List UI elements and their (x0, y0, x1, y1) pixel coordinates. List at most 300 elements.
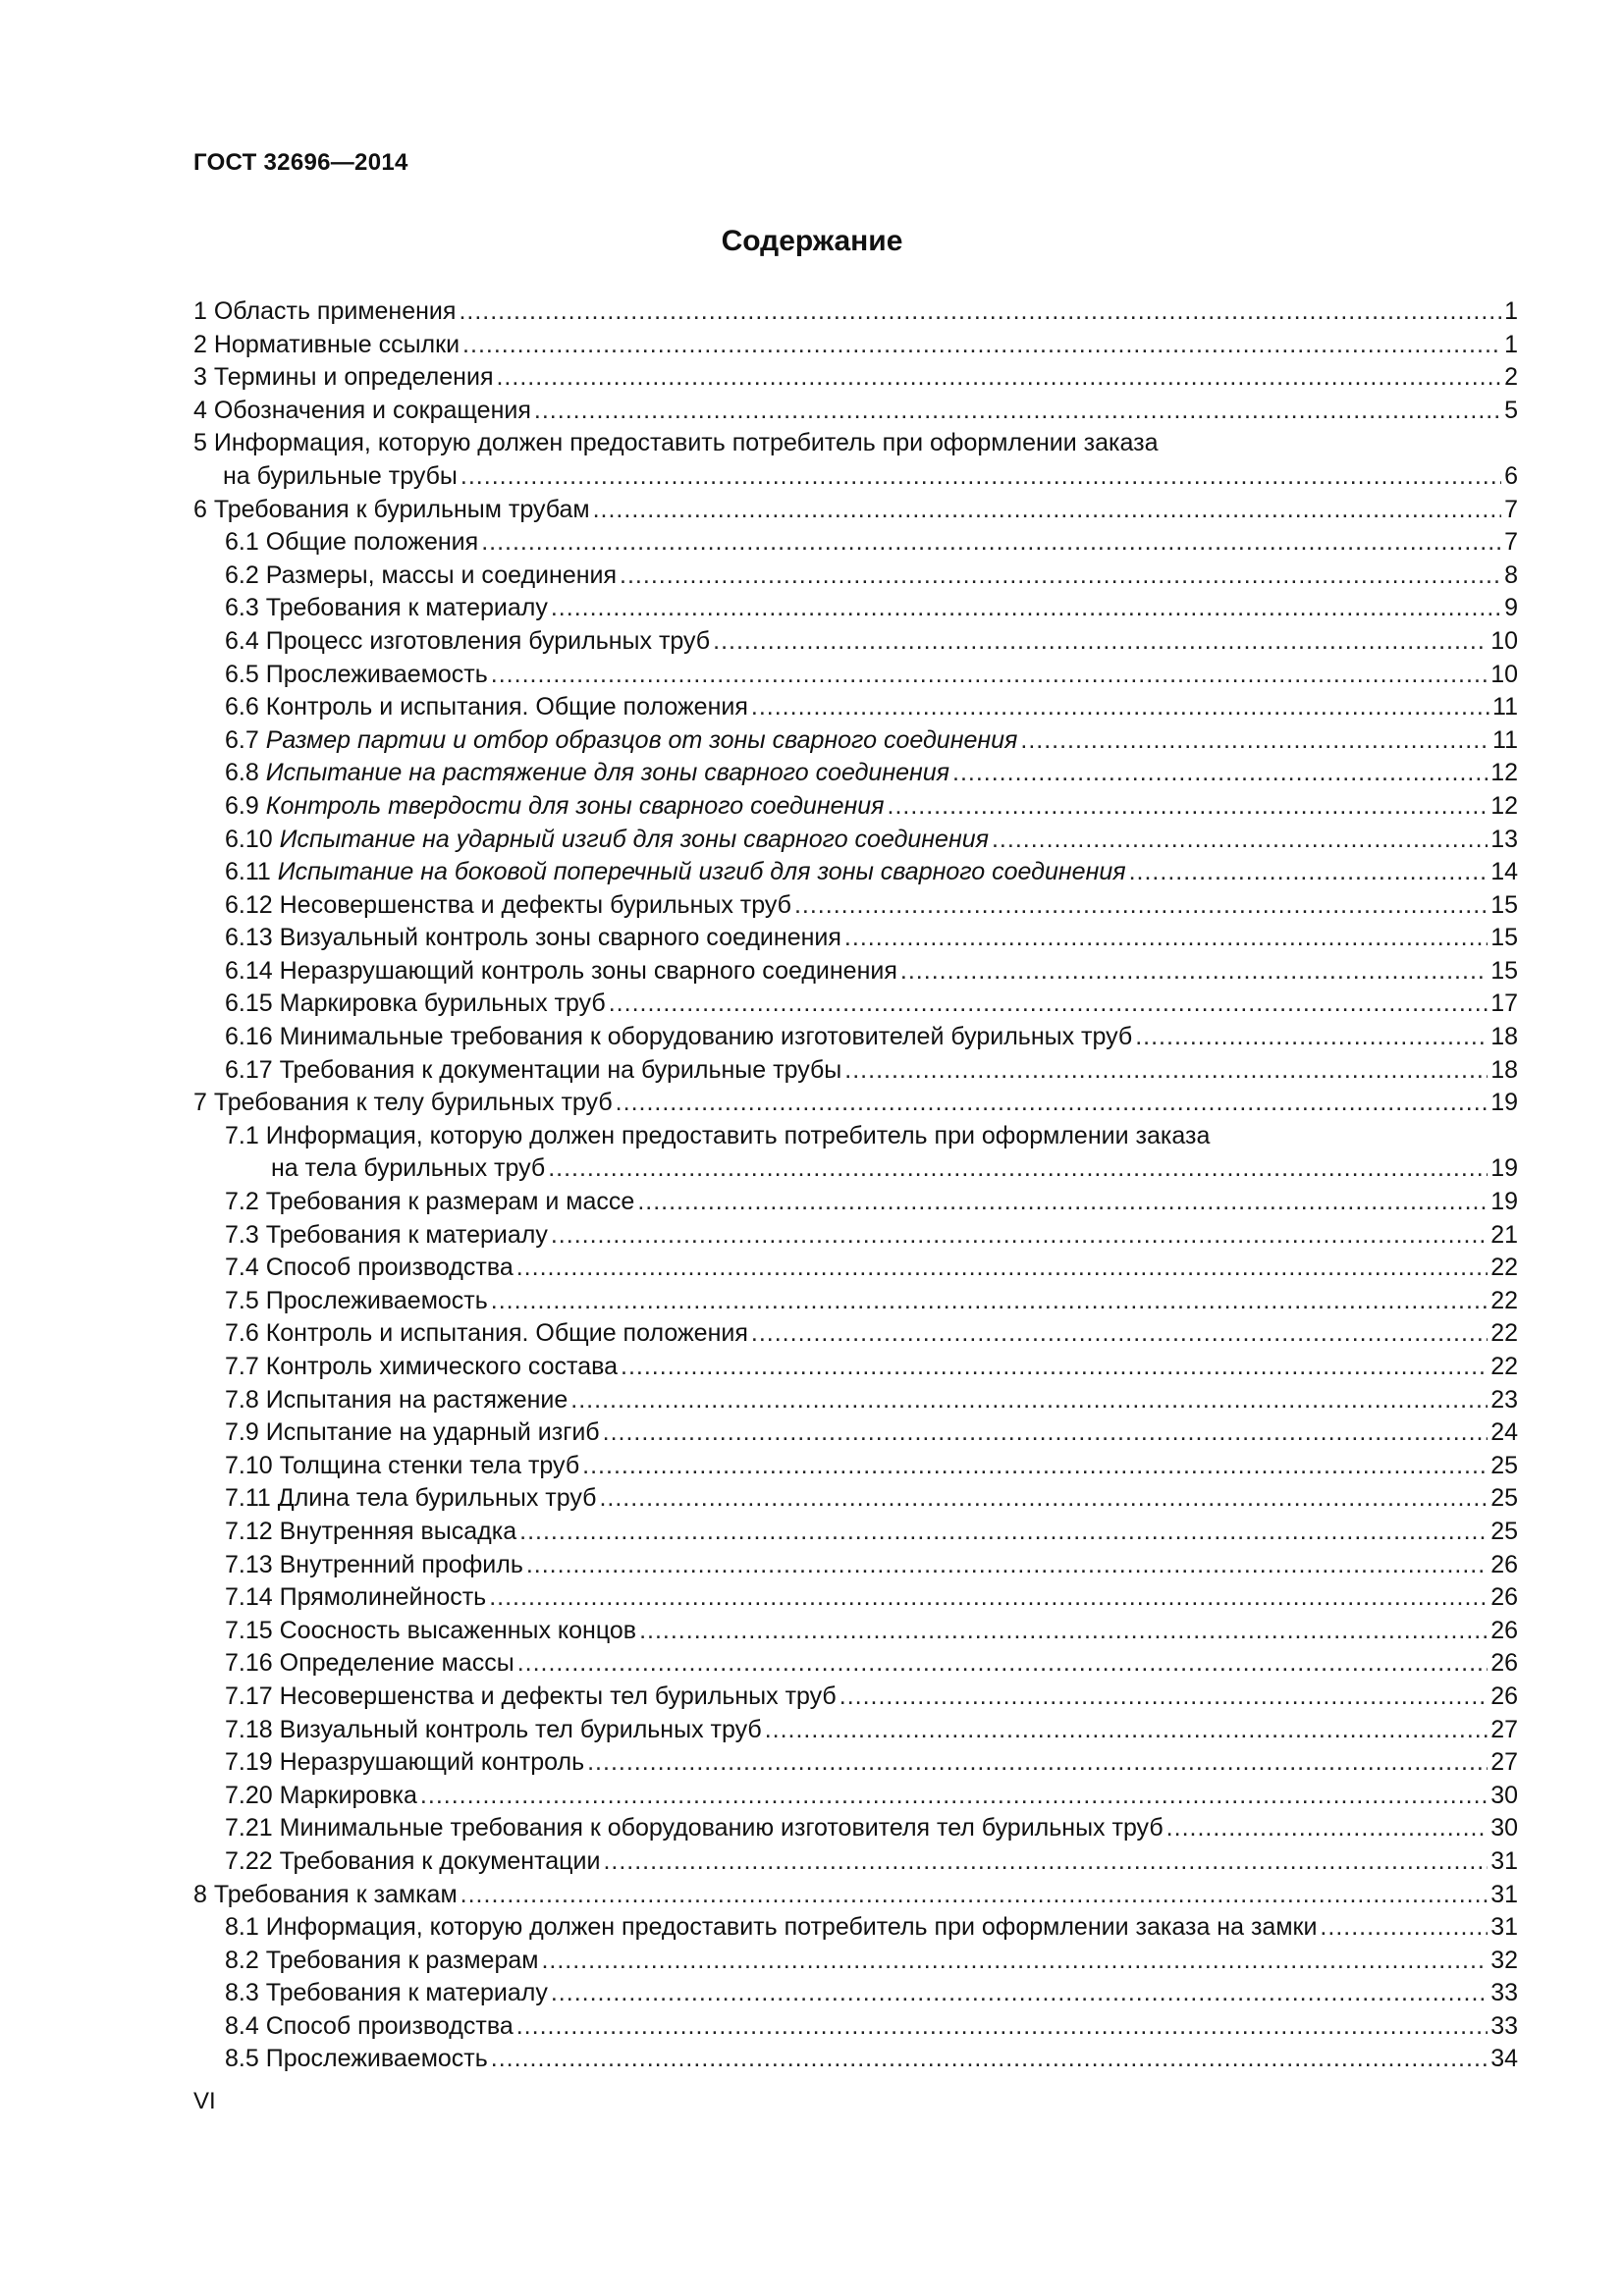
toc-entry-page: 7 (1504, 528, 1518, 557)
dot-leader (839, 1681, 1488, 1714)
dot-leader (844, 922, 1488, 955)
toc-entry-text: Контроль и испытания. Общие положения (265, 693, 748, 721)
toc-entry-number: 6.10 (225, 825, 273, 853)
toc-entry-page: 18 (1490, 1023, 1518, 1051)
toc-entry-page: 13 (1490, 825, 1518, 853)
toc-entry-page: 19 (1490, 1188, 1518, 1216)
toc-entry-page: 26 (1490, 1682, 1518, 1710)
dot-leader (888, 790, 1489, 824)
toc-entry-label (225, 1812, 1164, 1845)
toc-entry[interactable] (193, 659, 1518, 692)
toc-entry-page: 2 (1504, 363, 1518, 392)
toc-entry-label (225, 889, 791, 923)
toc-entry[interactable] (193, 988, 1518, 1021)
toc-entry-text: Внутренняя высадка (279, 1517, 517, 1545)
toc-entry-number: 8.2 (225, 1946, 259, 1974)
toc-entry-number: 8.4 (225, 2011, 259, 2040)
dot-leader (534, 395, 1501, 428)
toc-entry-text: Область применения (213, 297, 457, 325)
toc-entry-label (225, 1615, 636, 1648)
toc-entry-text: Несовершенства и дефекты бурильных труб (279, 890, 791, 919)
toc-entry-text: Требования к замкам (213, 1880, 458, 1908)
toc-entry[interactable] (193, 526, 1518, 560)
dot-leader (570, 1384, 1488, 1417)
toc-entry-label (193, 1879, 458, 1912)
toc-entry-label (225, 1450, 579, 1483)
toc-entry-number: 6.8 (225, 759, 259, 787)
toc-entry-text: Испытания на растяжение (265, 1385, 568, 1414)
toc-entry[interactable] (193, 724, 1518, 758)
dot-leader (603, 1416, 1489, 1450)
toc-entry[interactable] (193, 1186, 1518, 1219)
toc-entry-page: 30 (1490, 1814, 1518, 1842)
toc-entry-label (225, 691, 748, 724)
toc-entry-number: 6.6 (225, 693, 259, 721)
toc-entry[interactable] (193, 592, 1518, 625)
toc-entry-page: 25 (1490, 1517, 1518, 1545)
toc-entry-label (223, 460, 458, 494)
toc-entry-label (225, 824, 989, 857)
toc-entry-page: 22 (1490, 1353, 1518, 1380)
toc-entry-number: 1 (193, 297, 207, 325)
toc-entry-page: 1 (1504, 297, 1518, 325)
toc-entry-page: 14 (1490, 858, 1518, 886)
toc-entry-page: 5 (1504, 396, 1518, 424)
toc-entry[interactable] (193, 1416, 1518, 1450)
toc-entry-label (225, 1945, 538, 1978)
toc-entry-label (225, 1351, 618, 1384)
toc-entry-page: 11 (1492, 693, 1518, 721)
toc-entry-page: 21 (1490, 1220, 1518, 1249)
toc-entry-label (225, 790, 885, 824)
toc-entry-number: 6.17 (225, 1055, 273, 1084)
toc-entry[interactable] (193, 1647, 1518, 1681)
toc-entry-number: 6.7 (225, 725, 259, 754)
toc-entry-number: 6.3 (225, 594, 259, 622)
dot-leader (952, 757, 1488, 790)
toc-entry[interactable] (193, 1054, 1518, 1088)
toc-entry-page: 12 (1490, 791, 1518, 820)
toc-entry[interactable] (193, 625, 1518, 659)
toc-entry-page: 31 (1490, 1846, 1518, 1875)
toc-entry[interactable] (193, 1087, 1518, 1120)
dot-leader (1129, 856, 1489, 889)
toc-entry-text: Маркировка бурильных труб (279, 989, 606, 1018)
toc-entry-text: Определение массы (279, 1649, 514, 1678)
toc-entry-number: 6.14 (225, 956, 273, 985)
dot-leader (794, 889, 1488, 923)
toc-entry-text: Минимальные требования к оборудованию изготовителей бурильных труб (279, 1023, 1133, 1051)
dot-leader (765, 1714, 1488, 1747)
dot-leader (609, 988, 1488, 1021)
toc-entry[interactable] (193, 1317, 1518, 1351)
toc-entry-page: 31 (1490, 1913, 1518, 1942)
toc-entry-text: Требования к материалу (265, 1220, 548, 1249)
toc-entry-text: Требования к документации на бурильные трубы (279, 1055, 842, 1084)
toc-entry-text: Несовершенства и дефекты тел бурильных труб (279, 1682, 837, 1710)
toc-entry-text: Требования к бурильным трубам (213, 495, 590, 523)
toc-entry-page: 25 (1490, 1451, 1518, 1479)
toc-entry-label (225, 659, 488, 692)
toc-entry-label (225, 1252, 514, 1285)
dot-leader (620, 560, 1501, 593)
toc-entry-number: 6.16 (225, 1023, 273, 1051)
toc-entry-text: Информация, которую должен предоставить потребитель при оформлении заказа (265, 1121, 1211, 1149)
dot-leader (420, 1780, 1488, 1813)
toc-entry[interactable] (193, 1549, 1518, 1582)
dot-leader (459, 295, 1501, 329)
dot-leader (637, 1186, 1488, 1219)
toc-entry-label (225, 955, 897, 988)
toc-entry[interactable] (193, 1482, 1518, 1516)
toc-entry[interactable] (193, 922, 1518, 955)
toc-entry-text: Информация, которую должен предоставить потребитель при оформлении заказа (213, 429, 1159, 457)
toc-entry-number: 6.12 (225, 890, 273, 919)
toc-entry-page: 34 (1490, 2045, 1518, 2073)
toc-entry-text: Прослеживаемость (265, 1286, 488, 1314)
toc-entry-label (225, 1581, 486, 1615)
dot-leader (541, 1945, 1488, 1978)
toc-entry-number: 6.13 (225, 924, 273, 952)
toc-entry[interactable] (193, 790, 1518, 824)
toc-entry[interactable] (193, 1681, 1518, 1714)
toc-entry-label (225, 1054, 841, 1088)
toc-entry[interactable] (193, 1780, 1518, 1813)
toc-entry[interactable] (193, 2043, 1518, 2076)
toc-entry-text: Минимальные требования к оборудованию изготовителя тел бурильных труб (279, 1814, 1164, 1842)
toc-entry[interactable] (193, 427, 1518, 460)
toc-entry[interactable] (193, 494, 1518, 527)
toc-entry-label (225, 1120, 1210, 1153)
toc-entry[interactable] (193, 329, 1518, 362)
toc-entry-text: Прослеживаемость (265, 2045, 488, 2073)
toc-entry-text: Требования к материалу (265, 594, 548, 622)
toc-entry-label (225, 592, 548, 625)
toc-entry-page: 22 (1490, 1254, 1518, 1282)
toc-entry-number: 8.1 (225, 1913, 259, 1942)
toc-entry[interactable] (193, 1219, 1518, 1253)
toc-entry-label (225, 1021, 1132, 1054)
toc-entry-text: Требования к размерам (265, 1946, 539, 1974)
toc-entry-number: 7.4 (225, 1254, 259, 1282)
toc-entry-text: Процесс изготовления бурильных труб (265, 626, 711, 655)
toc-entry-text: Требования к размерам и массе (265, 1188, 635, 1216)
dot-leader (599, 1482, 1488, 1516)
dot-leader (900, 955, 1488, 988)
toc-entry-text: Способ производства (265, 1254, 514, 1282)
toc-entry-label (225, 922, 841, 955)
toc-entry-page: 26 (1490, 1616, 1518, 1644)
toc-entry-text: Общие положения (265, 528, 479, 557)
toc-entry-number: 7.18 (225, 1715, 273, 1743)
toc-entry-text: Испытание на боковой поперечный изгиб для зоны сварного соединения (277, 858, 1126, 886)
toc-entry-label (225, 1681, 837, 1714)
toc-entry-number: 7.1 (225, 1121, 259, 1149)
toc-entry-label (225, 1647, 514, 1681)
toc-entry-page: 7 (1504, 495, 1518, 523)
toc-entry-number: 7.2 (225, 1188, 259, 1216)
toc-entry-text: Размер партии и отбор образцов от зоны сварного соединения (265, 725, 1018, 754)
toc-entry-page: 33 (1490, 1979, 1518, 2007)
toc-entry-label (225, 1186, 634, 1219)
toc-entry-number: 6 (193, 495, 207, 523)
dot-leader (992, 824, 1488, 857)
toc-entry[interactable] (193, 1581, 1518, 1615)
toc-entry-number: 7.8 (225, 1385, 259, 1414)
toc-entry[interactable] (193, 1120, 1518, 1153)
toc-entry[interactable] (193, 1977, 1518, 2010)
toc-entry-label (271, 1152, 545, 1186)
toc-entry-text: Контроль твердости для зоны сварного соединения (265, 791, 885, 820)
page-title: Содержание (721, 225, 903, 257)
toc-entry-page: 9 (1504, 594, 1518, 622)
toc-entry-number: 8.5 (225, 2045, 259, 2073)
toc-entry-number: 7.15 (225, 1616, 273, 1644)
toc-entry[interactable] (193, 1252, 1518, 1285)
toc-entry-text: Испытание на растяжение для зоны сварного соединения (265, 759, 949, 787)
dot-leader (481, 526, 1501, 560)
toc-entry-page: 1 (1504, 330, 1518, 358)
toc-entry-page: 18 (1490, 1055, 1518, 1084)
dot-leader (616, 1087, 1489, 1120)
document-code: ГОСТ 32696—2014 (193, 149, 408, 176)
toc-entry-page: 30 (1490, 1781, 1518, 1809)
toc-entry-label (225, 1285, 488, 1318)
toc-entry-number: 7.20 (225, 1781, 273, 1809)
toc-entry[interactable] (193, 1911, 1518, 1945)
dot-leader (491, 659, 1488, 692)
dot-leader (1320, 1911, 1488, 1945)
toc-entry-number: 2 (193, 330, 207, 358)
dot-leader (713, 625, 1488, 659)
dot-leader (1020, 724, 1489, 758)
toc-entry-number: 7.6 (225, 1319, 259, 1348)
toc-entry-page: 17 (1490, 989, 1518, 1018)
dot-leader (548, 1152, 1488, 1186)
toc-entry[interactable] (193, 395, 1518, 428)
toc-entry-text: Требования к документации (279, 1846, 601, 1875)
dot-leader (582, 1450, 1488, 1483)
toc-entry-page: 24 (1490, 1418, 1518, 1447)
toc-entry[interactable] (193, 2010, 1518, 2044)
toc-entry[interactable] (193, 691, 1518, 724)
toc-entry-number: 6.5 (225, 660, 259, 688)
toc-entry-page: 8 (1504, 561, 1518, 589)
toc-entry-page: 12 (1490, 759, 1518, 787)
toc-entry-text: Визуальный контроль тел бурильных труб (279, 1715, 762, 1743)
dot-leader (593, 494, 1502, 527)
toc-entry-page: 15 (1490, 924, 1518, 952)
toc-entry-page: 10 (1490, 660, 1518, 688)
toc-entry-number: 7.12 (225, 1517, 273, 1545)
toc-entry[interactable] (193, 1879, 1518, 1912)
toc-entry-page: 10 (1490, 626, 1518, 655)
toc-entry-number: 8 (193, 1880, 207, 1908)
toc-entry[interactable] (193, 1812, 1518, 1845)
toc-entry-number: 7.13 (225, 1550, 273, 1578)
toc-entry[interactable] (193, 560, 1518, 593)
toc-entry-text: Размеры, массы и соединения (265, 561, 618, 589)
toc-entry[interactable] (193, 1384, 1518, 1417)
toc-entry-number: 7.9 (225, 1418, 259, 1447)
toc-entry-text: Маркировка (279, 1781, 417, 1809)
toc-entry[interactable] (193, 1351, 1518, 1384)
toc-entry-number: 8.3 (225, 1979, 259, 2007)
toc-entry-label (225, 724, 1017, 758)
toc-entry-text: Контроль и испытания. Общие положения (265, 1319, 748, 1348)
dot-leader (491, 2043, 1488, 2076)
dot-leader (639, 1615, 1488, 1648)
toc-entry-page: 33 (1490, 2011, 1518, 2040)
dot-leader (587, 1746, 1488, 1780)
dot-leader (516, 1252, 1488, 1285)
toc-entry-label (225, 625, 710, 659)
table-of-contents (193, 295, 1518, 2076)
toc-entry-text: Информация, которую должен предоставить потребитель при оформлении заказа на замки (265, 1913, 1318, 1942)
toc-entry-label (225, 1384, 568, 1417)
toc-entry-label (225, 526, 478, 560)
toc-entry-label (193, 361, 493, 395)
toc-entry-page: 22 (1490, 1319, 1518, 1348)
toc-entry-label (225, 1482, 596, 1516)
dot-leader (460, 460, 1501, 494)
dot-leader (551, 592, 1501, 625)
toc-entry[interactable] (193, 1945, 1518, 1978)
toc-entry-label (225, 1714, 762, 1747)
toc-entry-label (193, 395, 531, 428)
toc-entry-text: Обозначения и сокращения (213, 396, 531, 424)
toc-entry-page: 25 (1490, 1484, 1518, 1513)
toc-entry-page: 19 (1490, 1154, 1518, 1183)
toc-entry-number: 4 (193, 396, 207, 424)
toc-entry-page: 32 (1490, 1946, 1518, 1974)
toc-entry-text: Толщина стенки тела труб (279, 1451, 580, 1479)
toc-entry-label (225, 1317, 748, 1351)
dot-leader (526, 1549, 1488, 1582)
toc-entry-label (225, 1845, 600, 1879)
toc-entry[interactable] (193, 856, 1518, 889)
dot-leader (621, 1351, 1488, 1384)
toc-entry-text: Способ производства (265, 2011, 514, 2040)
toc-entry-text: Требования к материалу (265, 1979, 548, 2007)
toc-entry-text: Длина тела бурильных труб (277, 1484, 597, 1513)
toc-entry-label (193, 295, 456, 329)
dot-leader (751, 1317, 1488, 1351)
toc-entry-text: Прослеживаемость (265, 660, 488, 688)
toc-entry[interactable] (193, 361, 1518, 395)
toc-entry-text: Соосность высаженных концов (279, 1616, 637, 1644)
toc-entry[interactable] (193, 1845, 1518, 1879)
toc-entry-text: Контроль химического состава (265, 1353, 619, 1380)
toc-entry-number: 6.11 (225, 858, 271, 886)
toc-entry-label (225, 1219, 548, 1253)
toc-entry[interactable] (193, 757, 1518, 790)
toc-entry-page: 22 (1490, 1286, 1518, 1314)
toc-entry-number: 6.9 (225, 791, 259, 820)
toc-entry-text: на тела бурильных труб (271, 1154, 546, 1183)
toc-entry[interactable] (193, 889, 1518, 923)
toc-entry-text: Термины и определения (213, 363, 494, 392)
toc-entry[interactable] (193, 955, 1518, 988)
toc-entry[interactable] (193, 1746, 1518, 1780)
dot-leader (496, 361, 1501, 395)
toc-entry-label (193, 329, 460, 362)
toc-entry[interactable] (193, 1021, 1518, 1054)
toc-entry-text: Неразрушающий контроль (279, 1748, 585, 1777)
toc-entry[interactable] (193, 1285, 1518, 1318)
dot-leader (603, 1845, 1488, 1879)
toc-entry-number: 6.1 (225, 528, 259, 557)
toc-entry-page: 26 (1490, 1649, 1518, 1678)
toc-entry-number: 7.19 (225, 1748, 273, 1777)
toc-entry[interactable] (193, 824, 1518, 857)
page-folio: VI (193, 2088, 216, 2114)
dot-leader (460, 1879, 1489, 1912)
toc-entry-number: 7.14 (225, 1583, 273, 1612)
toc-entry[interactable] (193, 1615, 1518, 1648)
toc-entry-number: 5 (193, 429, 207, 457)
toc-entry-label (225, 1516, 516, 1549)
toc-entry-page: 23 (1490, 1385, 1518, 1414)
dot-leader (517, 1647, 1488, 1681)
dot-leader (462, 329, 1501, 362)
dot-leader (519, 1516, 1488, 1549)
toc-entry-label (225, 1746, 584, 1780)
toc-entry-page: 26 (1490, 1583, 1518, 1612)
toc-entry[interactable] (193, 1516, 1518, 1549)
toc-entry-number: 6.15 (225, 989, 273, 1018)
toc-entry[interactable] (193, 1714, 1518, 1747)
toc-entry-label (225, 1416, 600, 1450)
toc-entry[interactable] (193, 295, 1518, 329)
toc-entry-label (225, 988, 606, 1021)
toc-entry-text: Нормативные ссылки (213, 330, 460, 358)
toc-entry-label (193, 1087, 613, 1120)
toc-entry[interactable] (193, 1152, 1518, 1186)
toc-entry-label (225, 1549, 523, 1582)
toc-entry-text: Требования к телу бурильных труб (213, 1089, 613, 1117)
toc-entry-label (193, 427, 1159, 460)
toc-entry-page: 15 (1490, 890, 1518, 919)
toc-entry-label (225, 856, 1126, 889)
toc-entry-number: 7.16 (225, 1649, 273, 1678)
toc-entry-number: 7.22 (225, 1846, 273, 1875)
toc-entry-label (225, 1911, 1317, 1945)
toc-entry-page: 27 (1490, 1715, 1518, 1743)
dot-leader (751, 691, 1489, 724)
toc-entry-page: 27 (1490, 1748, 1518, 1777)
toc-entry-page: 6 (1504, 461, 1518, 490)
toc-entry-number: 6.4 (225, 626, 259, 655)
toc-entry-text: Визуальный контроль зоны сварного соединения (279, 924, 841, 952)
toc-entry-text: Неразрушающий контроль зоны сварного соединения (279, 956, 897, 985)
toc-entry-text: Прямолинейность (279, 1583, 487, 1612)
dot-leader (1166, 1812, 1489, 1845)
toc-entry[interactable] (193, 1450, 1518, 1483)
dot-leader (516, 2010, 1488, 2044)
toc-entry-label (225, 1780, 417, 1813)
toc-entry[interactable] (193, 460, 1518, 494)
toc-entry-text: Испытание на ударный изгиб (265, 1418, 600, 1447)
toc-entry-label (225, 757, 949, 790)
toc-entry-number: 7 (193, 1089, 207, 1117)
toc-entry-label (225, 2010, 514, 2044)
dot-leader (844, 1054, 1488, 1088)
toc-entry-text: на бурильные трубы (223, 461, 458, 490)
toc-entry-number: 7.5 (225, 1286, 259, 1314)
toc-entry-number: 3 (193, 363, 207, 392)
dot-leader (551, 1219, 1488, 1253)
